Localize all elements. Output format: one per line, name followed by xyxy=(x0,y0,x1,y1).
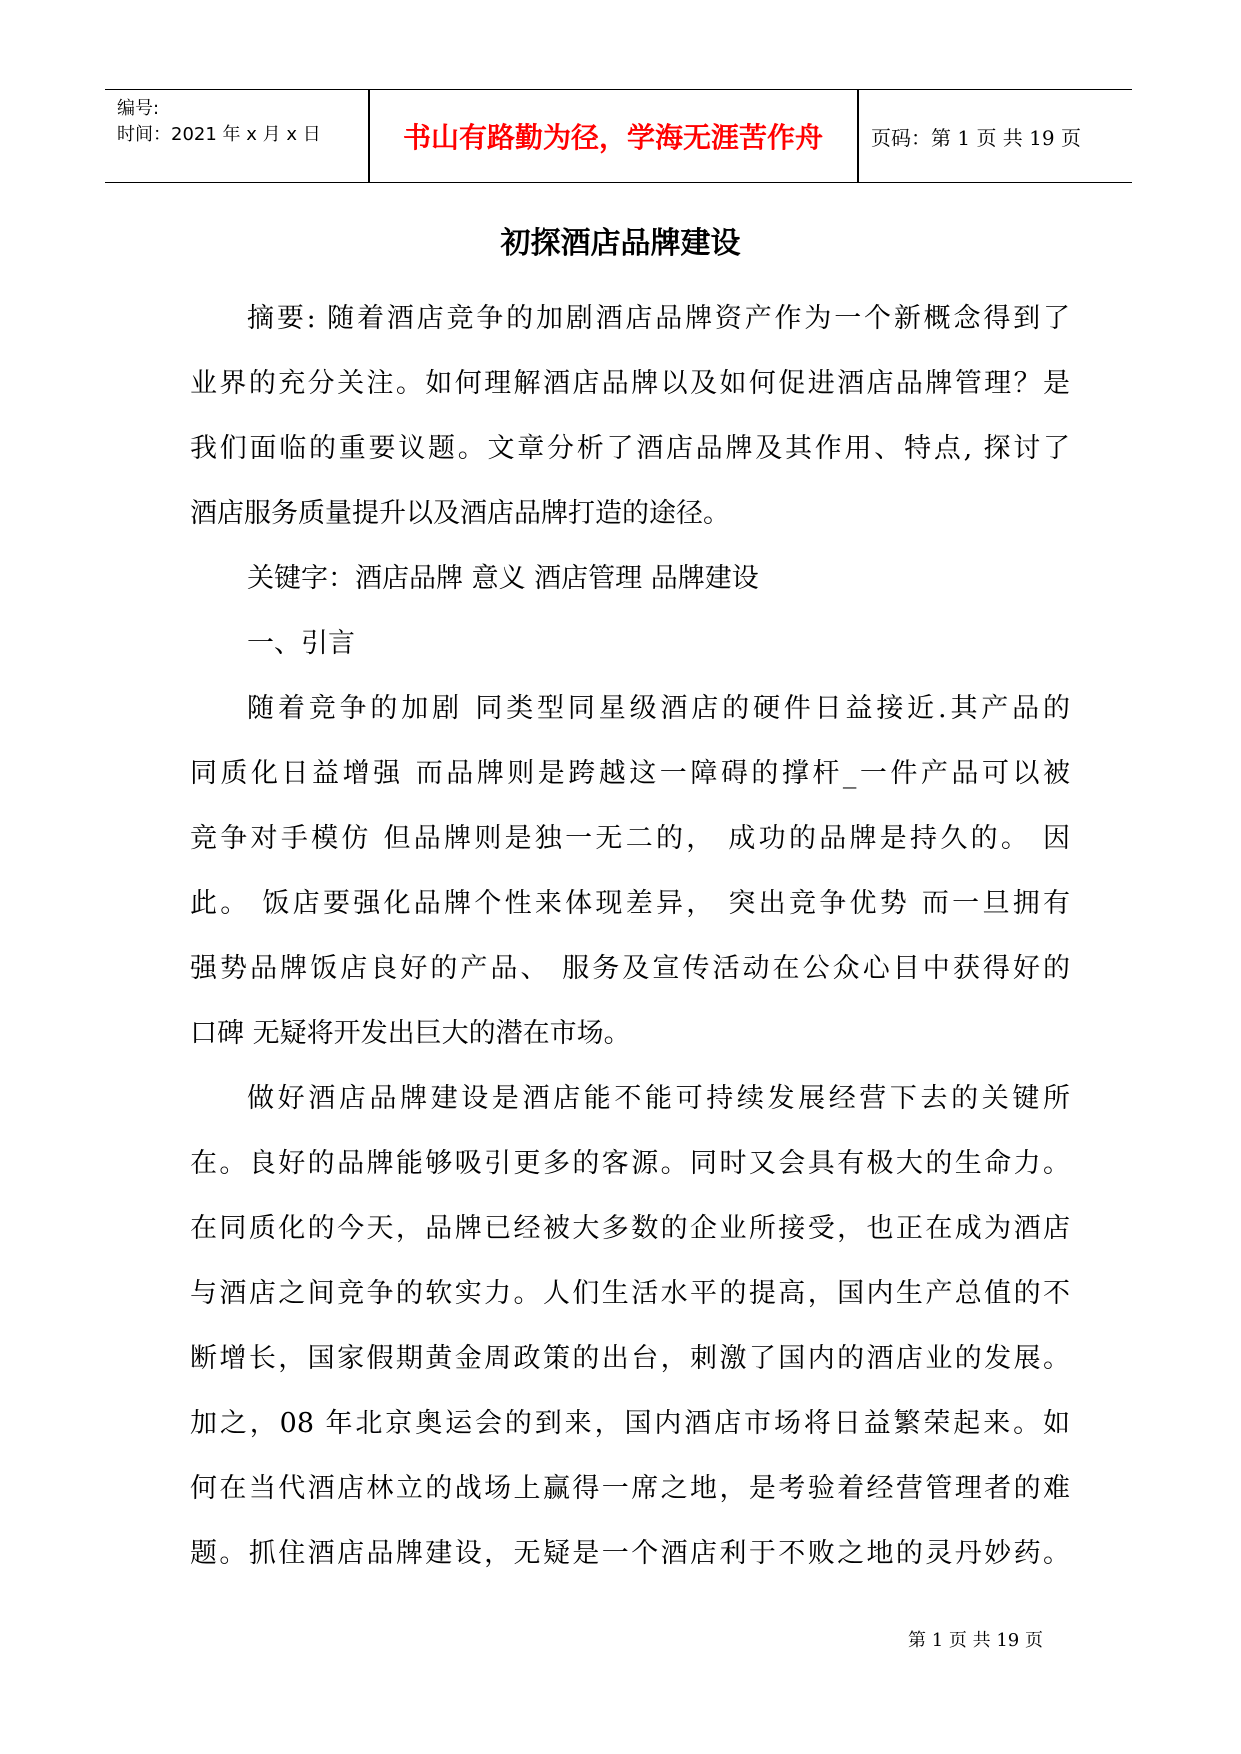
paragraph-abstract-line: 我们面临的重要议题。文章分析了酒店品牌及其作用、特点, 探讨了 xyxy=(190,433,1070,464)
paragraph-intro-line: 口碑 无疑将开发出巨大的潜在市场。 xyxy=(190,1018,631,1049)
paragraph-intro-line: 强势品牌饭店良好的产品、 服务及宣传活动在公众心目中获得好的 xyxy=(190,953,1070,984)
paragraph-intro-line: 随着竞争的加剧 同类型同星级酒店的硬件日益接近.其产品的 xyxy=(247,693,1070,724)
header-time-label: 时间：2021 年 x 月 x 日 xyxy=(117,124,321,145)
header-motto: 书山有路勤为径，学海无涯苦作舟 xyxy=(402,121,823,154)
page-footer: 第 1 页 共 19 页 xyxy=(908,1630,1043,1651)
paragraph-brand-line: 何在当代酒店林立的战场上赢得一席之地，是考验着经营管理者的难 xyxy=(190,1473,1070,1504)
section-heading: 一、引言 xyxy=(247,628,355,659)
paragraph-intro-line: 此。 饭店要强化品牌个性来体现差异， 突出竞争优势 而一旦拥有 xyxy=(190,888,1070,919)
document-header xyxy=(105,89,1132,183)
header-page-info: 页码：第 1 页 共 19 页 xyxy=(871,125,1081,150)
paragraph-brand-line: 与酒店之间竞争的软实力。人们生活水平的提高，国内生产总值的不 xyxy=(190,1278,1070,1309)
paragraph-abstract-line: 酒店服务质量提升以及酒店品牌打造的途径。 xyxy=(190,498,730,529)
document-title: 初探酒店品牌建设 xyxy=(500,226,741,261)
paragraph-brand-line: 在同质化的今天，品牌已经被大多数的企业所接受，也正在成为酒店 xyxy=(190,1213,1070,1244)
paragraph-brand-line: 断增长，国家假期黄金周政策的出台，刺激了国内的酒店业的发展。 xyxy=(190,1343,1070,1374)
header-meta xyxy=(117,96,321,148)
paragraph-abstract-line: 业界的充分关注。如何理解酒店品牌以及如何促进酒店品牌管理？是 xyxy=(190,368,1070,399)
document-body xyxy=(190,286,1070,1586)
header-number-label: 编号: xyxy=(117,98,160,119)
paragraph-brand-line: 在。良好的品牌能够吸引更多的客源。同时又会具有极大的生命力。 xyxy=(190,1148,1070,1179)
paragraph-brand-line: 做好酒店品牌建设是酒店能不能可持续发展经营下去的关键所 xyxy=(247,1083,1070,1114)
paragraph-brand-line: 加之，08 年北京奥运会的到来，国内酒店市场将日益繁荣起来。如 xyxy=(190,1408,1070,1439)
paragraph-intro-line: 同质化日益增强 而品牌则是跨越这一障碍的撑杆_一件产品可以被 xyxy=(190,758,1070,789)
keywords-line: 关键字：酒店品牌 意义 酒店管理 品牌建设 xyxy=(247,563,759,594)
header-divider-right xyxy=(857,90,859,182)
paragraph-intro-line: 竞争对手模仿 但品牌则是独一无二的， 成功的品牌是持久的。 因 xyxy=(190,823,1070,854)
paragraph-brand-line: 题。抓住酒店品牌建设，无疑是一个酒店利于不败之地的灵丹妙药。 xyxy=(190,1538,1070,1569)
paragraph-abstract-line: 摘要: 随着酒店竞争的加剧酒店品牌资产作为一个新概念得到了 xyxy=(247,303,1070,334)
